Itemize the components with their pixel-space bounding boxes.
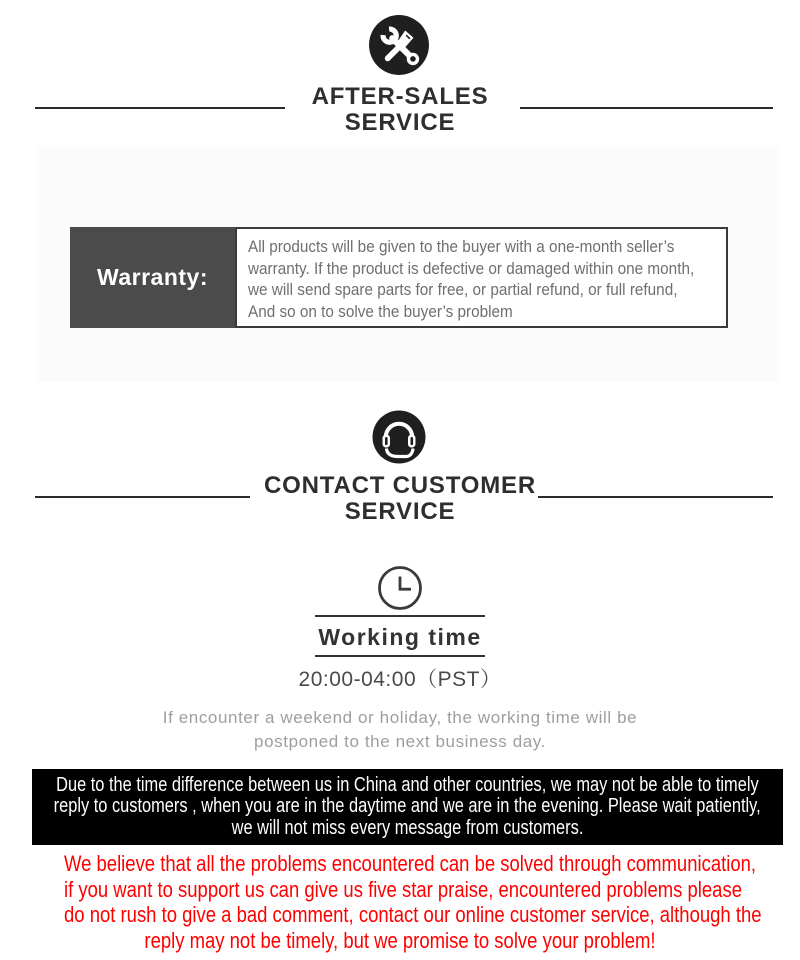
contact-title bbox=[0, 473, 800, 525]
warranty-text-line: we will send spare parts for free, or partial refund, or full refund, bbox=[248, 280, 678, 299]
promise-line: We believe that all the problems encountered can be solved through communication, bbox=[64, 851, 757, 876]
warranty-text-line: And so on to solve the buyer’s problem bbox=[248, 301, 513, 321]
contact-title-line1: CONTACT CUSTOMER bbox=[264, 472, 536, 499]
divider-line-left bbox=[35, 107, 285, 109]
notice-line: reply to customers , when you are in the daytime and we are in the evening. Please wait patiently, bbox=[53, 795, 762, 818]
divider-line-right bbox=[538, 496, 773, 498]
notice-line: Due to the time difference between us in China and other countries, we may not be able to timely bbox=[56, 773, 759, 796]
promise-line: if you want to support us can give us five star praise, encountered problems please bbox=[64, 876, 742, 902]
working-time-heading: Working time bbox=[318, 624, 482, 650]
promise-text bbox=[0, 851, 800, 953]
headset-icon bbox=[372, 410, 426, 464]
clock-icon bbox=[377, 565, 423, 611]
divider-line-left bbox=[35, 496, 250, 498]
contact-title-line2: SERVICE bbox=[344, 498, 456, 525]
after-sales-title-line1: AFTER-SALES bbox=[311, 83, 489, 110]
working-time-hours: 20:00-04:00（PST） bbox=[298, 668, 502, 691]
warranty-box bbox=[70, 227, 728, 328]
working-time-note-line: If encounter a weekend or holiday, the working time will be bbox=[162, 708, 638, 727]
after-sales-title-line2: SERVICE bbox=[344, 109, 456, 136]
tools-icon bbox=[368, 14, 430, 76]
working-time-note-line: postponed to the next business day. bbox=[254, 732, 546, 751]
promise-line: reply may not be timely, but we promise to solve your problem! bbox=[144, 927, 656, 953]
promise-line: do not rush to give a bad comment, contact our online customer service, although the bbox=[64, 902, 762, 927]
warranty-text-line: warranty. If the product is defective or damaged within one month, bbox=[248, 258, 695, 278]
working-time-rule-top bbox=[315, 615, 485, 617]
divider-line-right bbox=[520, 107, 773, 109]
warranty-text-line: All products will be given to the buyer with a one-month seller’s bbox=[248, 237, 675, 256]
after-sales-title bbox=[0, 84, 800, 136]
warranty-text bbox=[235, 227, 728, 328]
working-time-rule-bottom bbox=[315, 655, 485, 657]
time-difference-notice-banner bbox=[32, 769, 783, 845]
notice-line: we will not miss every message from customers. bbox=[231, 816, 584, 839]
warranty-label: Warranty: bbox=[70, 227, 235, 328]
working-time-note bbox=[0, 706, 800, 754]
